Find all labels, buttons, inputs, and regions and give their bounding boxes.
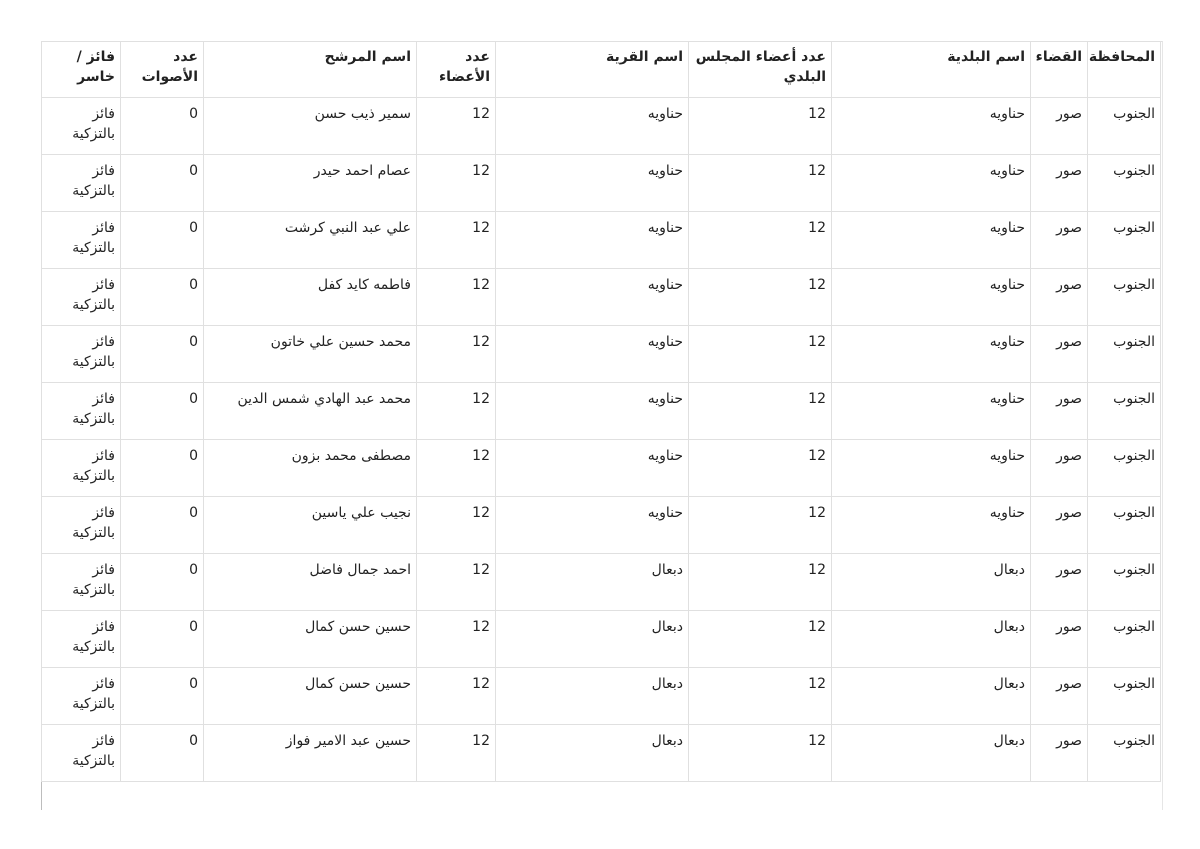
cell-municipality: دبعال: [832, 668, 1031, 725]
cell-qada: صور: [1031, 668, 1088, 725]
header-row: [42, 42, 1161, 98]
cell-qada: صور: [1031, 497, 1088, 554]
header-governorate: المحافظة: [1088, 42, 1161, 98]
cell-village: حناويه: [496, 440, 689, 497]
cell-governorate: الجنوب: [1088, 383, 1161, 440]
cell-candidate: حسين عبد الامير فواز: [204, 725, 417, 782]
cell-votes: 0: [121, 98, 204, 155]
cell-council-members: 12: [689, 98, 832, 155]
cell-qada: صور: [1031, 725, 1088, 782]
cell-members: 12: [417, 269, 496, 326]
header-village: اسم القرية: [496, 42, 689, 98]
cell-result: فائز بالتزكية: [42, 440, 121, 497]
cell-municipality: حناويه: [832, 98, 1031, 155]
cell-members: 12: [417, 155, 496, 212]
cell-members: 12: [417, 212, 496, 269]
table-row: [42, 269, 1161, 326]
cell-village: دبعال: [496, 554, 689, 611]
cell-qada: صور: [1031, 440, 1088, 497]
cell-qada: صور: [1031, 269, 1088, 326]
cell-members: 12: [417, 668, 496, 725]
cell-village: حناويه: [496, 497, 689, 554]
cell-municipality: حناويه: [832, 155, 1031, 212]
cell-candidate: محمد حسين علي خاتون: [204, 326, 417, 383]
cell-result: فائز بالتزكية: [42, 668, 121, 725]
cell-votes: 0: [121, 155, 204, 212]
table-row: [42, 554, 1161, 611]
cell-qada: صور: [1031, 554, 1088, 611]
cell-village: حناويه: [496, 212, 689, 269]
cell-council-members: 12: [689, 611, 832, 668]
cell-candidate: حسين حسن كمال: [204, 611, 417, 668]
cell-votes: 0: [121, 554, 204, 611]
header-municipality: اسم البلدية: [832, 42, 1031, 98]
cell-candidate: احمد جمال فاضل: [204, 554, 417, 611]
header-qada: القضاء: [1031, 42, 1088, 98]
table-row: [42, 383, 1161, 440]
cell-governorate: الجنوب: [1088, 440, 1161, 497]
cell-council-members: 12: [689, 725, 832, 782]
cell-governorate: الجنوب: [1088, 497, 1161, 554]
cell-result: فائز بالتزكية: [42, 497, 121, 554]
cell-municipality: حناويه: [832, 212, 1031, 269]
table-body: [42, 98, 1161, 782]
cell-village: دبعال: [496, 668, 689, 725]
table-row: [42, 155, 1161, 212]
table-row: [42, 98, 1161, 155]
cell-members: 12: [417, 497, 496, 554]
cell-council-members: 12: [689, 212, 832, 269]
cell-village: حناويه: [496, 326, 689, 383]
table-row: [42, 668, 1161, 725]
cell-council-members: 12: [689, 155, 832, 212]
results-table: [41, 41, 1161, 782]
cell-governorate: الجنوب: [1088, 611, 1161, 668]
cell-members: 12: [417, 98, 496, 155]
table-row: [42, 611, 1161, 668]
cell-votes: 0: [121, 668, 204, 725]
table-row: [42, 326, 1161, 383]
cell-votes: 0: [121, 212, 204, 269]
cell-village: حناويه: [496, 383, 689, 440]
cell-qada: صور: [1031, 611, 1088, 668]
cell-qada: صور: [1031, 383, 1088, 440]
cell-municipality: دبعال: [832, 725, 1031, 782]
cell-votes: 0: [121, 383, 204, 440]
cell-candidate: سمير ذيب حسن: [204, 98, 417, 155]
cell-result: فائز بالتزكية: [42, 155, 121, 212]
cell-members: 12: [417, 554, 496, 611]
cell-candidate: فاطمه كايد كفل: [204, 269, 417, 326]
cell-candidate: محمد عبد الهادي شمس الدين: [204, 383, 417, 440]
cell-votes: 0: [121, 440, 204, 497]
cell-candidate: نجيب علي ياسين: [204, 497, 417, 554]
cell-members: 12: [417, 440, 496, 497]
cell-village: دبعال: [496, 725, 689, 782]
cell-members: 12: [417, 725, 496, 782]
cell-council-members: 12: [689, 383, 832, 440]
cell-result: فائز بالتزكية: [42, 611, 121, 668]
cell-village: حناويه: [496, 155, 689, 212]
cell-members: 12: [417, 383, 496, 440]
cell-governorate: الجنوب: [1088, 98, 1161, 155]
cell-governorate: الجنوب: [1088, 326, 1161, 383]
header-council-members: عدد أعضاء المجلس البلدي: [689, 42, 832, 98]
cell-candidate: علي عبد النبي كرشت: [204, 212, 417, 269]
cell-qada: صور: [1031, 326, 1088, 383]
cell-votes: 0: [121, 611, 204, 668]
cell-result: فائز بالتزكية: [42, 554, 121, 611]
cell-council-members: 12: [689, 668, 832, 725]
header-members: عدد الأعضاء: [417, 42, 496, 98]
cell-result: فائز بالتزكية: [42, 98, 121, 155]
cell-village: حناويه: [496, 98, 689, 155]
header-votes: عدد الأصوات: [121, 42, 204, 98]
table-row: [42, 725, 1161, 782]
cell-result: فائز بالتزكية: [42, 326, 121, 383]
table-row: [42, 440, 1161, 497]
cell-qada: صور: [1031, 98, 1088, 155]
cell-governorate: الجنوب: [1088, 725, 1161, 782]
cell-council-members: 12: [689, 440, 832, 497]
cell-votes: 0: [121, 497, 204, 554]
header-candidate: اسم المرشح: [204, 42, 417, 98]
cell-governorate: الجنوب: [1088, 155, 1161, 212]
cell-votes: 0: [121, 725, 204, 782]
cell-members: 12: [417, 611, 496, 668]
table-row: [42, 497, 1161, 554]
cell-votes: 0: [121, 269, 204, 326]
cell-council-members: 12: [689, 326, 832, 383]
cell-council-members: 12: [689, 497, 832, 554]
cell-result: فائز بالتزكية: [42, 725, 121, 782]
cell-council-members: 12: [689, 269, 832, 326]
cell-village: دبعال: [496, 611, 689, 668]
cell-governorate: الجنوب: [1088, 212, 1161, 269]
cell-result: فائز بالتزكية: [42, 383, 121, 440]
cell-municipality: حناويه: [832, 497, 1031, 554]
cell-members: 12: [417, 326, 496, 383]
cell-governorate: الجنوب: [1088, 269, 1161, 326]
cell-candidate: عصام احمد حيدر: [204, 155, 417, 212]
header-result: فائز / خاسر: [42, 42, 121, 98]
cell-municipality: دبعال: [832, 554, 1031, 611]
cell-result: فائز بالتزكية: [42, 212, 121, 269]
cell-votes: 0: [121, 326, 204, 383]
cell-result: فائز بالتزكية: [42, 269, 121, 326]
cell-candidate: مصطفى محمد بزون: [204, 440, 417, 497]
cell-municipality: حناويه: [832, 326, 1031, 383]
cell-municipality: حناويه: [832, 269, 1031, 326]
cell-qada: صور: [1031, 212, 1088, 269]
cell-qada: صور: [1031, 155, 1088, 212]
cell-governorate: الجنوب: [1088, 554, 1161, 611]
cell-council-members: 12: [689, 554, 832, 611]
cell-governorate: الجنوب: [1088, 668, 1161, 725]
table-row: [42, 212, 1161, 269]
cell-municipality: حناويه: [832, 440, 1031, 497]
cell-municipality: حناويه: [832, 383, 1031, 440]
cell-municipality: دبعال: [832, 611, 1031, 668]
cell-candidate: حسين حسن كمال: [204, 668, 417, 725]
cell-village: حناويه: [496, 269, 689, 326]
